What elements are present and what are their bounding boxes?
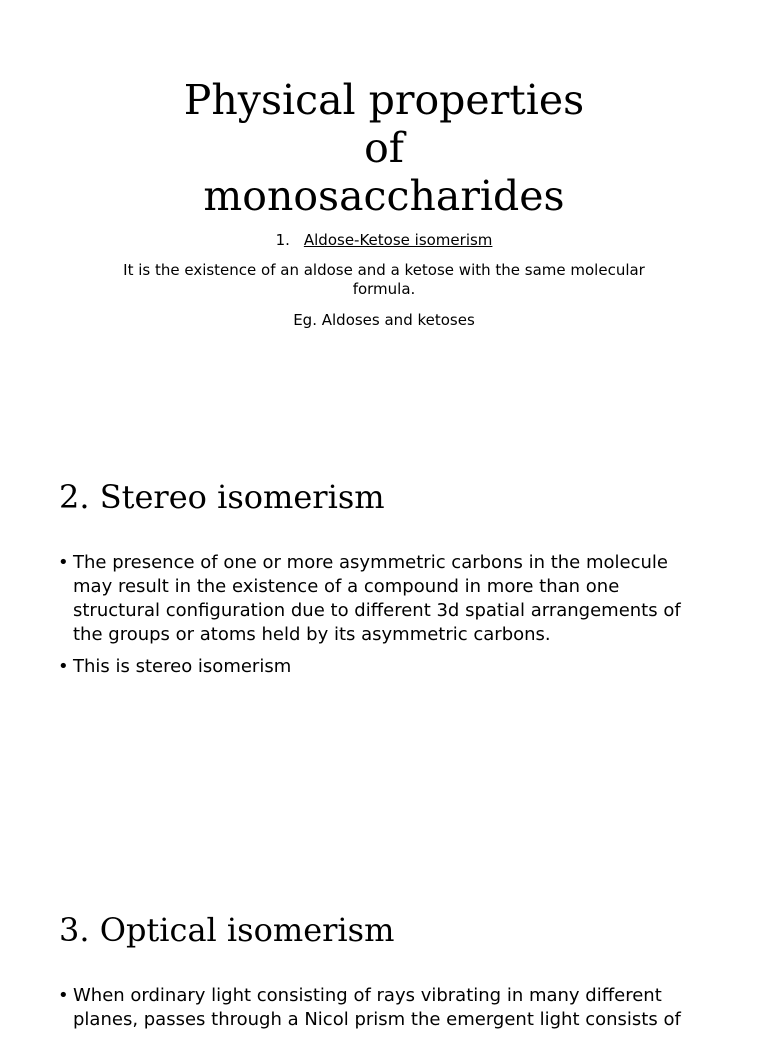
item-heading: Aldose-Ketose isomerism bbox=[303, 231, 493, 249]
bullet-item bbox=[58, 984, 708, 1032]
bullet-dot: • bbox=[58, 656, 69, 677]
bullet-text: When ordinary light consisting of rays vibrating in many different planes, passes through a Nicol prism the emergent light consists of bbox=[73, 985, 681, 1030]
stereo-isomerism-heading: 2. Stereo isomerism bbox=[59, 478, 385, 516]
bullet-dot: • bbox=[58, 985, 69, 1006]
bullet-dot: • bbox=[58, 552, 69, 573]
bullet-text: This is stereo isomerism bbox=[73, 656, 292, 677]
optical-isomerism-heading: 3. Optical isomerism bbox=[59, 911, 395, 949]
item-number: 1. bbox=[275, 231, 290, 249]
slide-title: Physical properties of monosaccharides bbox=[183, 76, 585, 220]
definition-text: It is the existence of an aldose and a ketose with the same molecular formula. bbox=[123, 261, 645, 298]
optical-bullet-list bbox=[58, 984, 708, 1040]
bullet-text: The presence of one or more asymmetric carbons in the molecule may result in the existence of a compound in more than one structural configuration due to different 3d spatial arrangements of the groups or atoms held by its asymmetric carbons. bbox=[73, 552, 681, 645]
example-text: Eg. Aldoses and ketoses bbox=[293, 311, 475, 329]
